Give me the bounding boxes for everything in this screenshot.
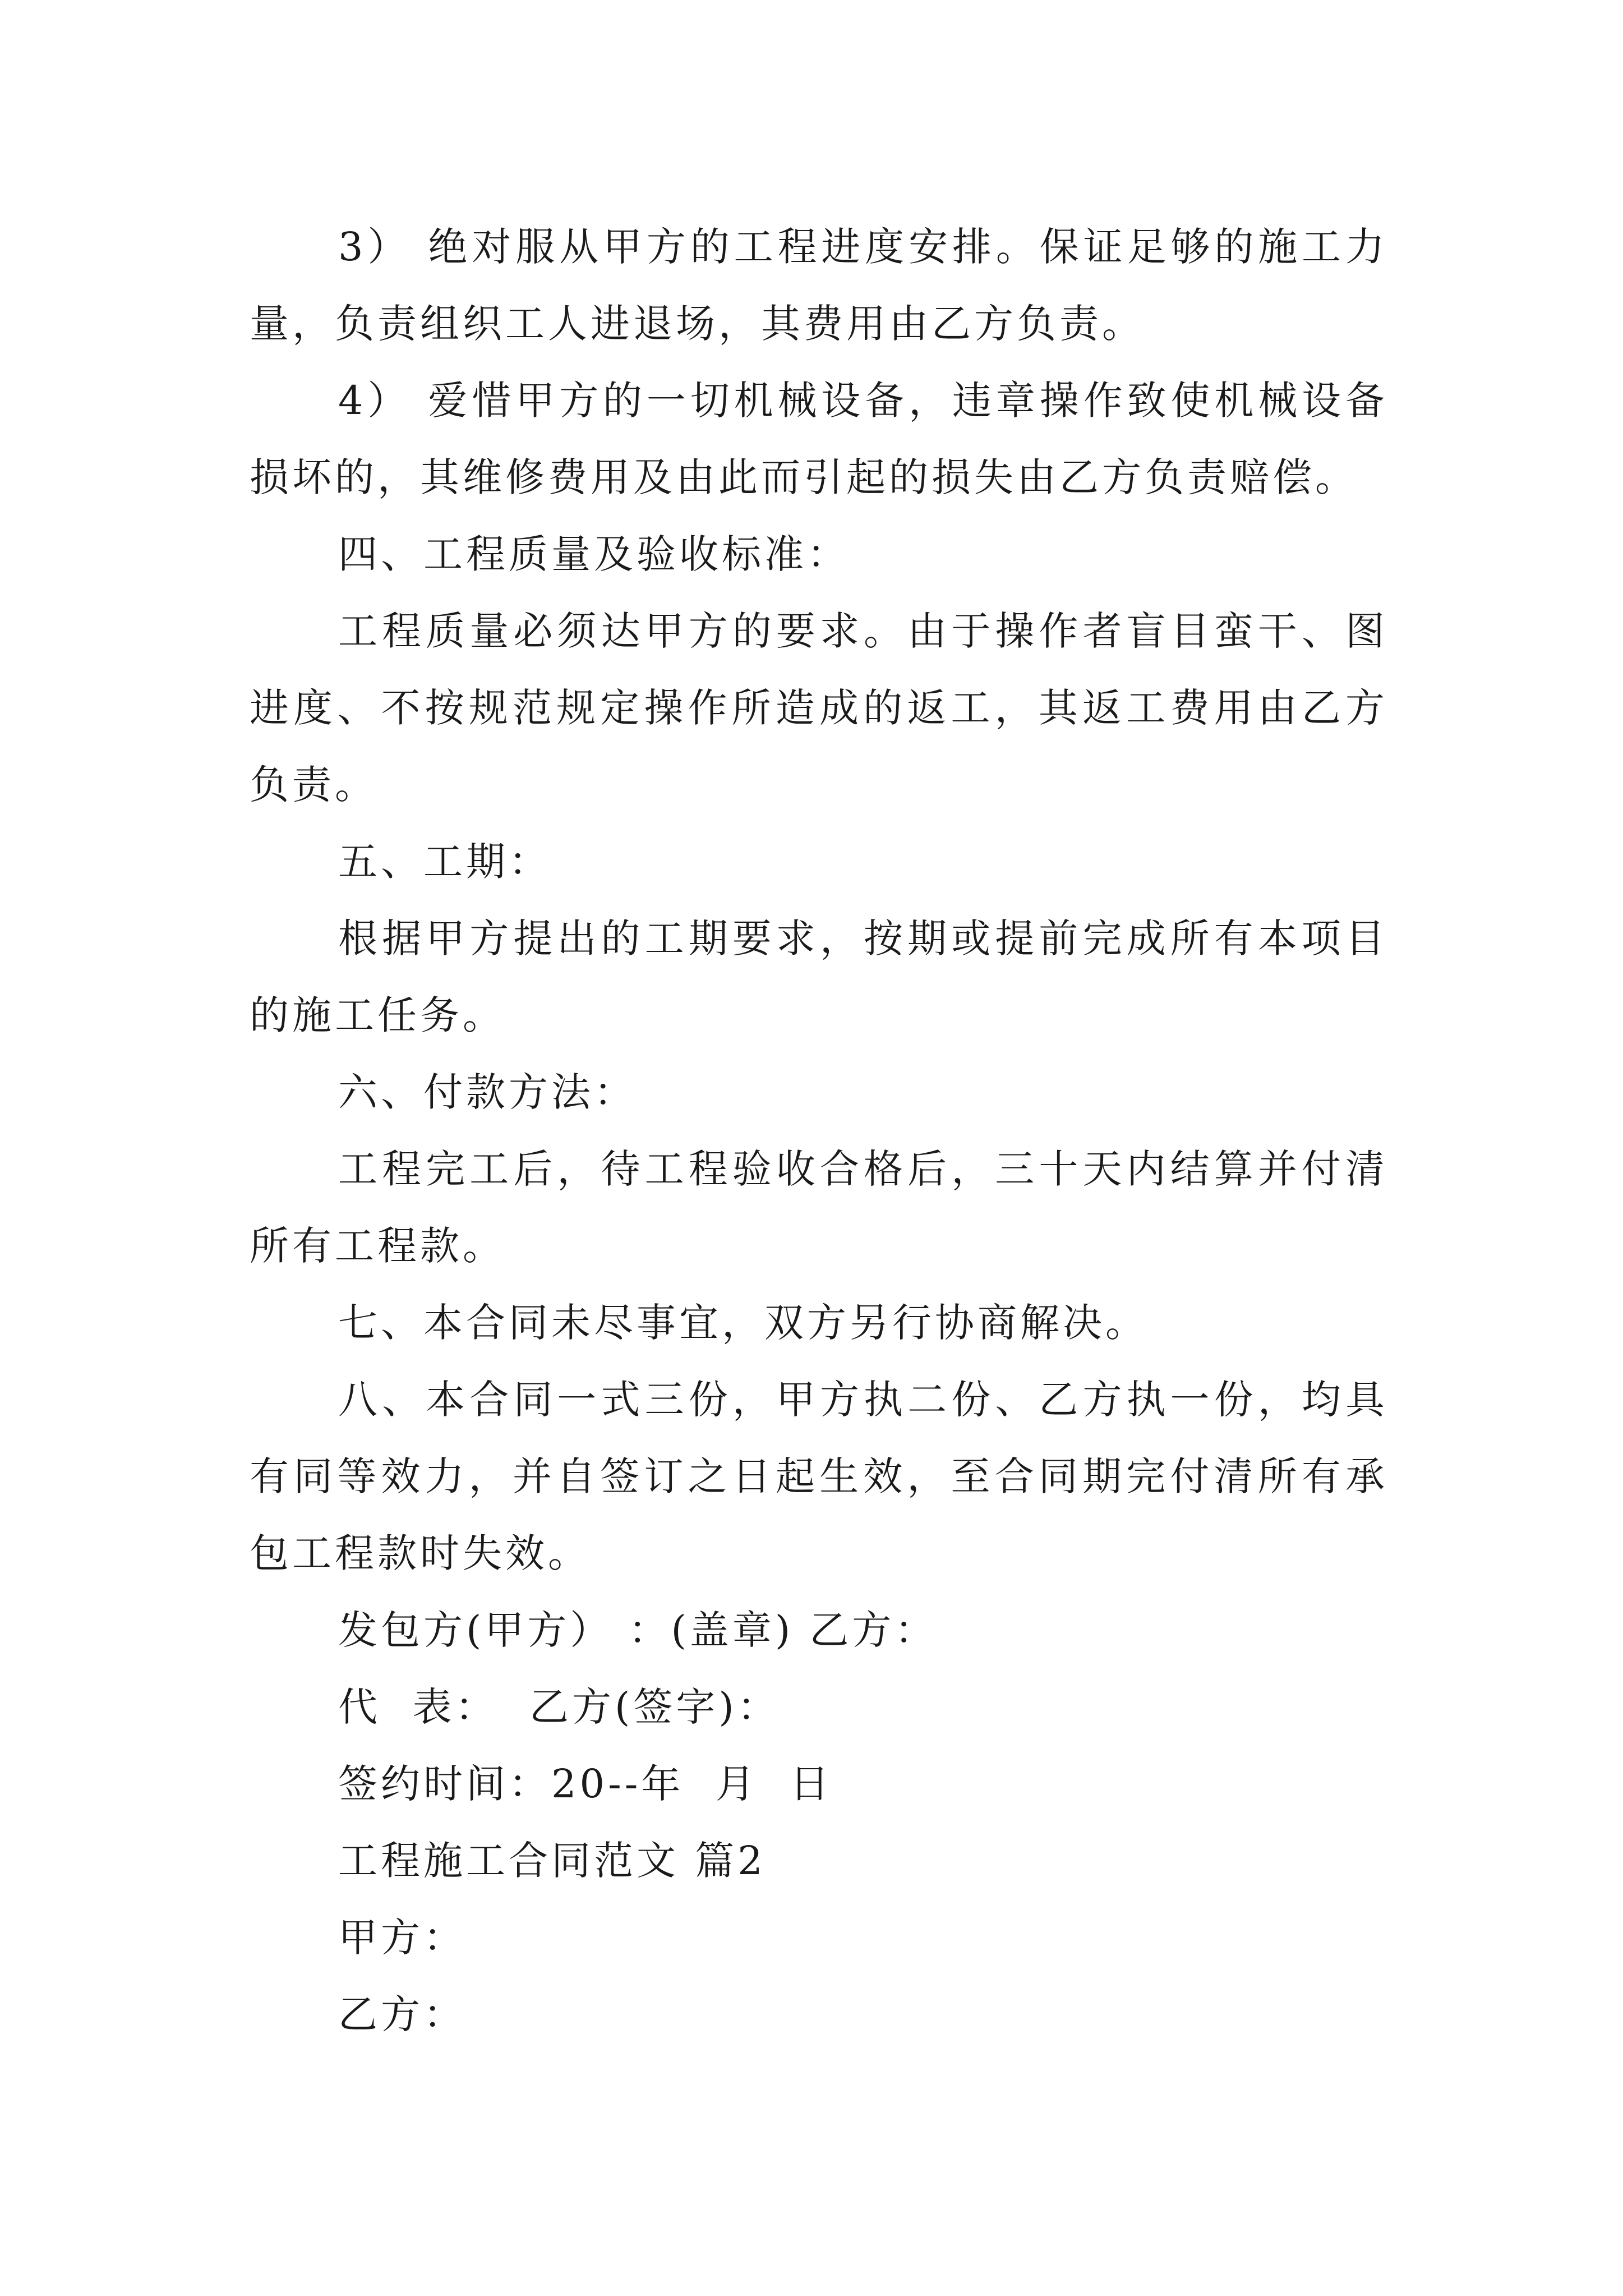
section-7-paragraph: 七、本合同未尽事宜，双方另行协商解决。 <box>338 1300 1148 1346</box>
signature-representative: 代 表： 乙方(签字)： <box>338 1684 780 1730</box>
signature-date: 签约时间：20--年 月 日 <box>338 1761 833 1807</box>
section-payment-heading: 六、付款方法： <box>338 1069 637 1115</box>
next-section-title: 工程施工合同范文 篇2 <box>338 1838 766 1884</box>
section-quality-heading: 四、工程质量及验收标准： <box>338 531 850 577</box>
document-body <box>250 209 1388 2053</box>
clause-3-paragraph: 3） 绝对服从甲方的工程进度安排。保证足够的施工力量，负责组织工人进退场，其费用由乙方负责。 <box>250 224 1388 347</box>
signature-party-a: 发包方(甲方） ：(盖章) 乙方： <box>338 1607 938 1653</box>
clause-4-paragraph: 4） 爱惜甲方的一切机械设备，违章操作致使机械设备损坏的，其维修费用及由此而引起的损失由乙方负责赔偿。 <box>250 378 1388 500</box>
section-8-paragraph: 八、本合同一式三份，甲方执二份、乙方执一份，均具有同等效力，并自签订之日起生效，至合同期完付清所有承包工程款时失效。 <box>250 1377 1388 1576</box>
section-quality-paragraph: 工程质量必须达甲方的要求。由于操作者盲目蛮干、图进度、不按规范规定操作所造成的返工，其返工费用由乙方负责。 <box>250 608 1388 808</box>
section-schedule-paragraph: 根据甲方提出的工期要求，按期或提前完成所有本项目的施工任务。 <box>250 915 1388 1038</box>
section-payment-paragraph: 工程完工后，待工程验收合格后，三十天内结算并付清所有工程款。 <box>250 1146 1388 1269</box>
next-section-party-a: 甲方： <box>338 1915 466 1961</box>
next-section-party-b: 乙方： <box>338 1991 466 2037</box>
section-schedule-heading: 五、工期： <box>338 839 551 885</box>
